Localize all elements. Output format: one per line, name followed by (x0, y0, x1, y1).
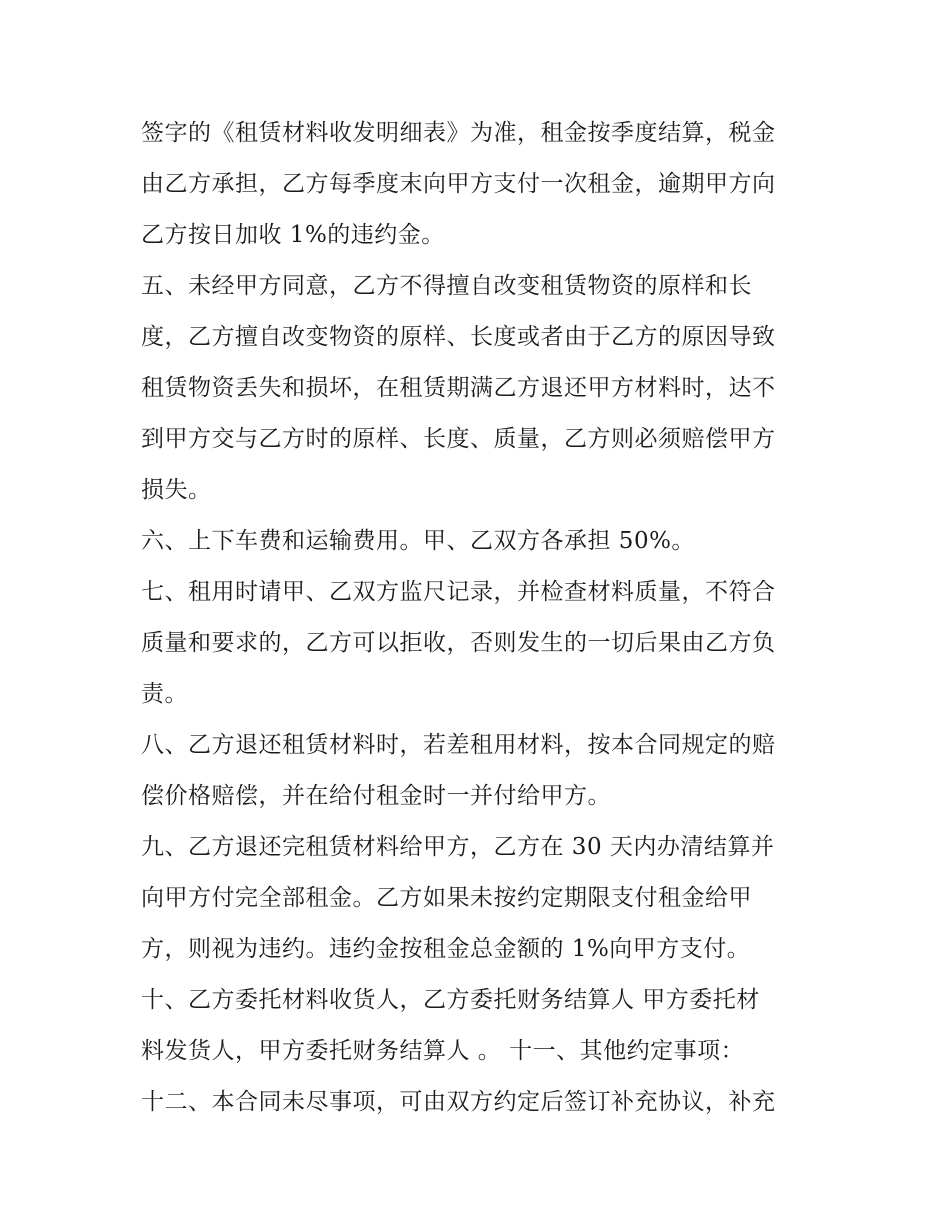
text-line: 方，则视为违约。违约金按租金总金额的 1%向甲方支付。 (141, 936, 751, 962)
text-line: 租赁物资丢失和损坏，在租赁期满乙方退还甲方材料时，达不 (141, 375, 776, 401)
text-line: 向甲方付完全部租金。乙方如果未按约定期限支付租金给甲 (141, 885, 752, 911)
contract-body-text (141, 108, 821, 1128)
clause-12-line: 十二、本合同未尽事项，可由双方约定后签订补充协议，补充 (141, 1089, 776, 1115)
clause-7-line: 七、租用时请甲、乙双方监尺记录，并检查材料质量，不符合 (141, 579, 776, 605)
text-line: 责。 (141, 681, 188, 707)
text-line: 由乙方承担，乙方每季度末向甲方支付一次租金，逾期甲方向 (141, 171, 776, 197)
text-line: 料发货人，甲方委托财务结算人 。 十一、其他约定事项： (141, 1038, 745, 1064)
text-line: 度，乙方擅自改变物资的原样、长度或者由于乙方的原因导致 (141, 324, 776, 350)
clause-10-line: 十、乙方委托材料收货人，乙方委托财务结算人 甲方委托材 (141, 987, 760, 1013)
text-line: 乙方按日加收 1%的违约金。 (141, 222, 445, 248)
clause-9-line: 九、乙方退还完租赁材料给甲方，乙方在 30 天内办清结算并 (141, 834, 775, 860)
clause-5-line: 五、未经甲方同意，乙方不得擅自改变租赁物资的原样和长 (141, 273, 752, 299)
clause-6-line: 六、上下车费和运输费用。甲、乙双方各承担 50%。 (141, 528, 695, 554)
text-line: 损失。 (141, 477, 212, 503)
text-line: 签字的《租赁材料收发明细表》为准，租金按季度结算，税金 (141, 120, 776, 146)
clause-8-line: 八、乙方退还租赁材料时，若差租用材料，按本合同规定的赔 (141, 732, 776, 758)
text-line: 偿价格赔偿，并在给付租金时一并付给甲方。 (141, 783, 611, 809)
text-line: 质量和要求的，乙方可以拒收，否则发生的一切后果由乙方负 (141, 630, 776, 656)
text-line: 到甲方交与乙方时的原样、长度、质量，乙方则必须赔偿甲方 (141, 426, 776, 452)
